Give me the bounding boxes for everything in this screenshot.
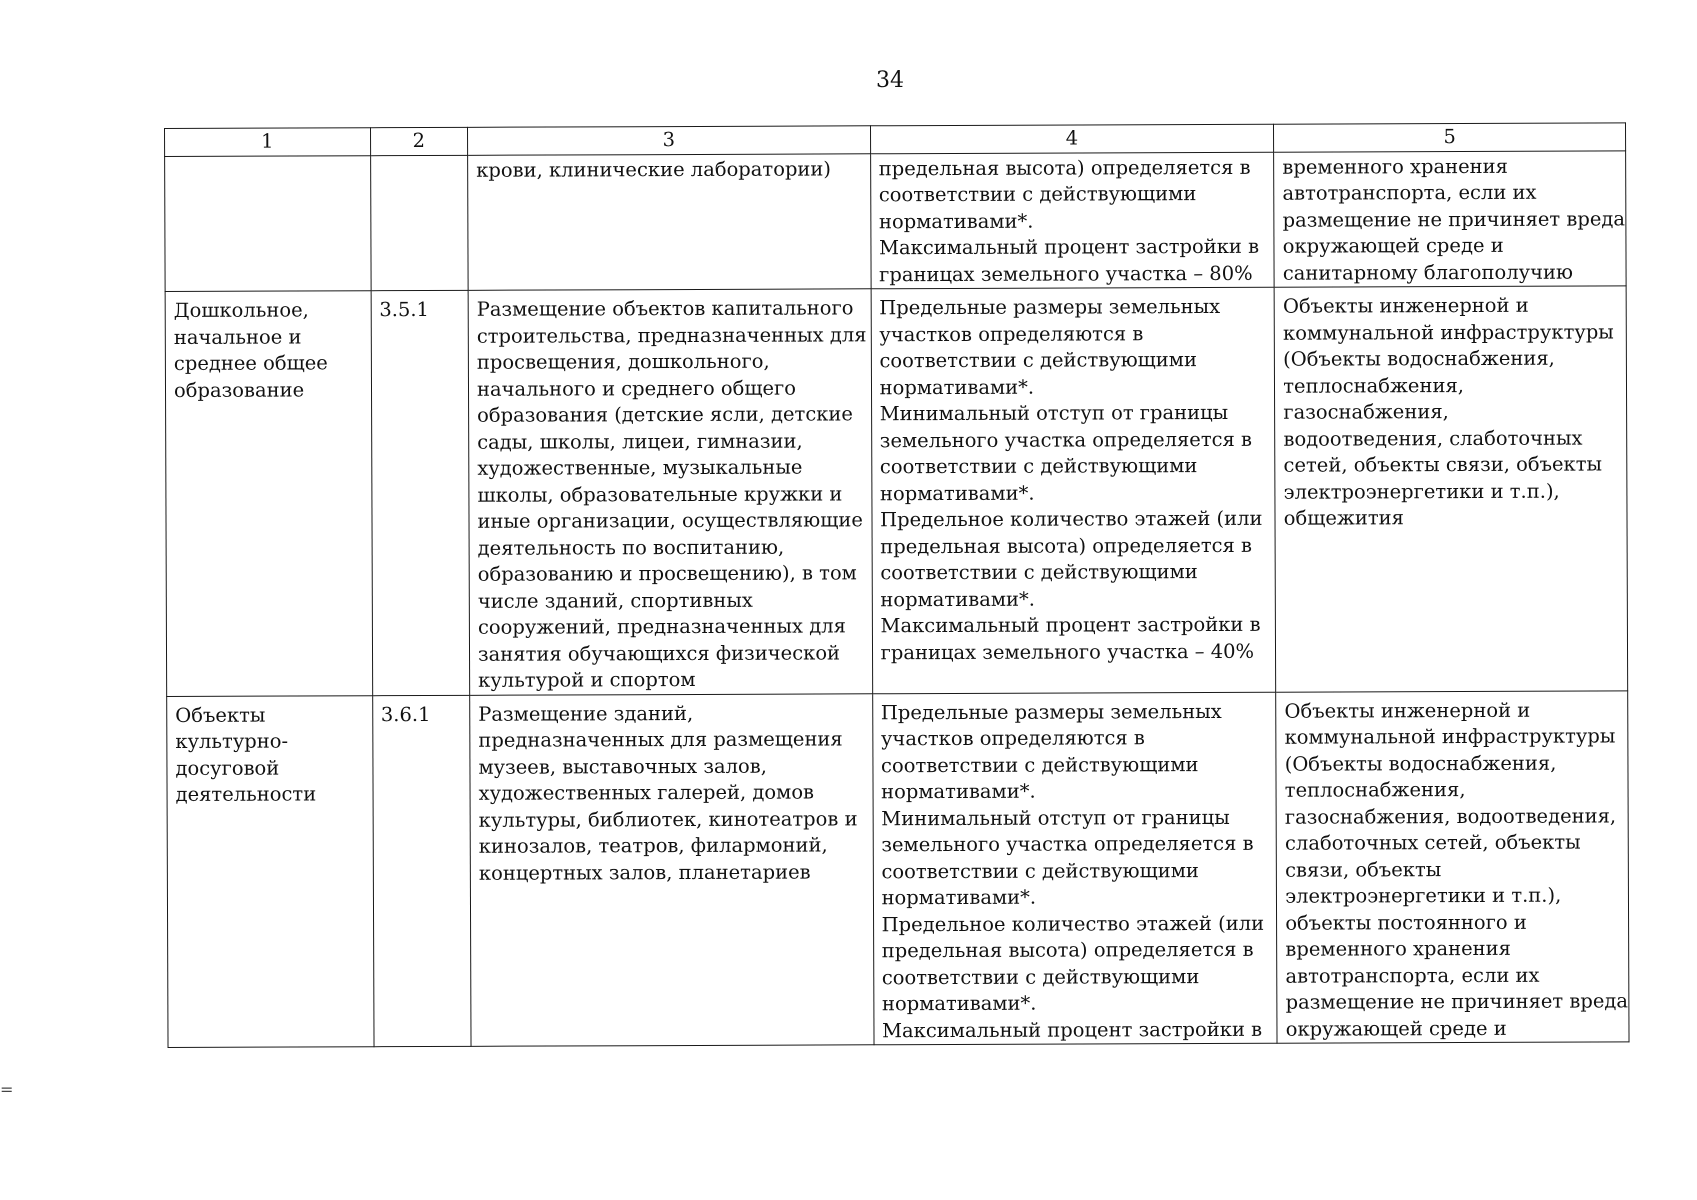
cell-text-line: культурой и спортом (478, 667, 696, 692)
cell-text-line: санитарному благополучию (1282, 260, 1574, 285)
cell-text-line: Размещение зданий, (478, 701, 694, 726)
table-row (165, 150, 1627, 291)
land-use-description-cell (470, 693, 874, 1046)
land-use-description-cell (468, 289, 872, 695)
cell-text-line: размещение не причиняет вреда (1285, 989, 1629, 1014)
cell-text-line: образование (173, 377, 305, 402)
cell-text-line: окружающей среде и (1285, 1016, 1507, 1041)
cell-text-line: автотранспорта, если их (1285, 963, 1540, 988)
cell-text-line: размещение не причиняет вреда (1282, 206, 1626, 232)
cell-text-line: нормативами*. (881, 885, 1037, 910)
land-use-code-cell: 3.5.1 (371, 290, 470, 695)
table-row (165, 286, 1628, 696)
cell-text-line: предельная высота) определяется в (881, 937, 1254, 963)
construction-parameters-cell (871, 287, 1276, 693)
land-use-name-cell (167, 695, 374, 1047)
auxiliary-uses-cell (1276, 690, 1629, 1043)
cell-text-line: Размещение объектов капитального (476, 296, 854, 321)
cell-text-line: электроэнергетики и т.п.), (1283, 479, 1560, 504)
cell-text-line: Минимальный отступ от границы (881, 805, 1230, 830)
cell-text-line: сооружений, предназначенных для (477, 614, 846, 639)
cell-text-line: участков определяются в (879, 321, 1144, 346)
cell-text-line: Объекты инженерной и (1284, 698, 1531, 723)
construction-parameters-cell (872, 692, 1277, 1045)
table-row (167, 690, 1629, 1047)
cell-text-line: коммунальной инфраструктуры (1284, 724, 1616, 749)
cell-text-line: водоотведения, слаботочных (1283, 426, 1583, 451)
cell-text-line: нормативами*. (881, 991, 1037, 1016)
cell-text-line: соответствии с действующими (880, 560, 1198, 585)
cell-text-line: соответствии с действующими (881, 964, 1200, 989)
cell-text-line: предельная высота) определяется в (880, 533, 1253, 558)
cell-text-line: нормативами*. (879, 375, 1035, 399)
cell-text-line: Минимальный отступ от границы (879, 400, 1229, 426)
cell-text-line: соответствии с действующими (878, 182, 1197, 207)
cell-text-line: связи, объекты (1285, 857, 1442, 882)
cell-text-line: нормативами*. (879, 481, 1035, 505)
page-number: 34 (876, 68, 904, 93)
auxiliary-uses-cell (1274, 286, 1627, 692)
cell-text-line: общежития (1283, 506, 1404, 530)
cell-text-line: сады, школы, лицеи, гимназии, (477, 429, 803, 454)
cell-text-line: окружающей среде и (1282, 233, 1504, 258)
cell-text-line: Максимальный процент застройки в (878, 234, 1260, 260)
cell-text-line: строительства, предназначенных для (476, 322, 867, 348)
header-col-4: 4 (870, 124, 1274, 153)
land-use-name-cell (165, 155, 371, 291)
cell-text-line: теплоснабжения, (1284, 778, 1466, 802)
cell-text-line: Предельные размеры земельных (879, 294, 1221, 320)
land-use-code-cell (370, 155, 468, 291)
cell-text-line: слаботочных сетей, объекты (1284, 830, 1581, 855)
cell-text-line: сетей, объекты связи, объекты (1283, 452, 1603, 477)
cell-text-line: среднее общее (173, 351, 328, 375)
cell-text-line: предельная высота) определяется в (878, 155, 1251, 180)
header-col-5: 5 (1274, 123, 1626, 152)
cell-text-line: числе зданий, спортивных (477, 588, 753, 613)
cell-text-line: Предельные размеры земельных (880, 699, 1222, 724)
cell-text-line: нормативами*. (878, 209, 1034, 233)
cell-text-line: (Объекты водоснабжения, (1283, 346, 1555, 371)
cell-text-line: (Объекты водоснабжения, (1284, 751, 1557, 776)
cell-text-line: газоснабжения, (1283, 400, 1449, 424)
cell-text-line: автотранспорта, если их (1282, 180, 1537, 205)
cell-text-line: крови, клинические лаборатории) (476, 156, 832, 182)
cell-text-line: границах земельного участка – 80% (879, 261, 1253, 286)
cell-text-line: соответствии с действующими (879, 348, 1197, 373)
cell-text-line: начального и среднего общего (476, 376, 797, 401)
cell-text-line: кинозалов, театров, филармоний, (478, 833, 828, 858)
cell-text-line: нормативами*. (880, 587, 1035, 611)
cell-text-line: Объекты инженерной и (1282, 293, 1529, 318)
header-col-1: 1 (165, 128, 371, 156)
cell-text-line: занятия обучающихся физической (477, 640, 841, 666)
land-use-table (164, 122, 1630, 1048)
cell-text-line: Предельное количество этажей (или (880, 506, 1263, 532)
cell-text-line: музеев, выставочных залов, (478, 754, 767, 779)
cell-text-line: Дошкольное, (173, 298, 309, 322)
cell-text-line: концертных залов, планетариев (478, 860, 811, 885)
land-use-code-cell: 3.6.1 (372, 695, 471, 1047)
cell-text-line: границах земельного участка – 40% (880, 639, 1255, 664)
cell-text-line: газоснабжения, водоотведения, (1284, 803, 1617, 829)
cell-text-line: объекты постоянного и (1285, 910, 1527, 935)
cell-text-line: предназначенных для размещения (478, 727, 843, 752)
cell-text-line: электроэнергетики и т.п.), (1285, 883, 1562, 908)
header-col-3: 3 (467, 126, 870, 155)
cell-text-line: Максимальный процент застройки в (882, 1017, 1263, 1042)
cell-text-line: художественных галерей, домов (478, 780, 815, 805)
cell-text-line: временного хранения (1282, 154, 1508, 179)
cell-text-line: нормативами*. (881, 779, 1036, 804)
cell-text-line: участков определяются в (880, 726, 1145, 751)
cell-text-line: временного хранения (1285, 936, 1511, 961)
cell-text-line: коммунальной инфраструктуры (1282, 319, 1614, 345)
cell-text-line: Объекты (175, 703, 266, 727)
cell-text-line: Предельное количество этажей (или (881, 911, 1265, 936)
cell-text-line: просвещения, дошкольного, (476, 349, 770, 374)
land-use-description-cell (468, 153, 871, 290)
cell-text-line: земельного участка определяется в (881, 831, 1254, 857)
cell-text-line: деятельность по воспитанию, (477, 535, 785, 560)
header-col-2: 2 (370, 127, 467, 155)
construction-parameters-cell (870, 152, 1274, 289)
margin-mark: = (0, 1080, 14, 1099)
cell-text-line: деятельности (175, 782, 317, 806)
cell-text-line: образования (детские ясли, детские (477, 402, 853, 427)
cell-text-line: досуговой (175, 756, 280, 780)
land-use-name-cell (165, 291, 372, 696)
auxiliary-uses-cell (1274, 150, 1626, 287)
cell-text-line: соответствии с действующими (879, 454, 1198, 479)
cell-text-line: начальное и (173, 324, 302, 349)
cell-text-line: культурно- (175, 729, 289, 753)
cell-text-line: соответствии с действующими (880, 752, 1199, 777)
cell-text-line: художественные, музыкальные (477, 455, 803, 480)
cell-text-line: образованию и просвещению), в том (477, 561, 857, 586)
cell-text-line: Максимальный процент застройки в (880, 612, 1261, 638)
cell-text-line: земельного участка определяется в (879, 427, 1253, 452)
cell-text-line: культуры, библиотек, кинотеатров и (478, 806, 858, 832)
cell-text-line: иные организации, осуществляющие (477, 508, 863, 533)
cell-text-line: теплоснабжения, (1283, 373, 1464, 398)
cell-text-line: школы, образовательные кружки и (477, 481, 843, 507)
cell-text-line: соответствии с действующими (881, 858, 1199, 883)
